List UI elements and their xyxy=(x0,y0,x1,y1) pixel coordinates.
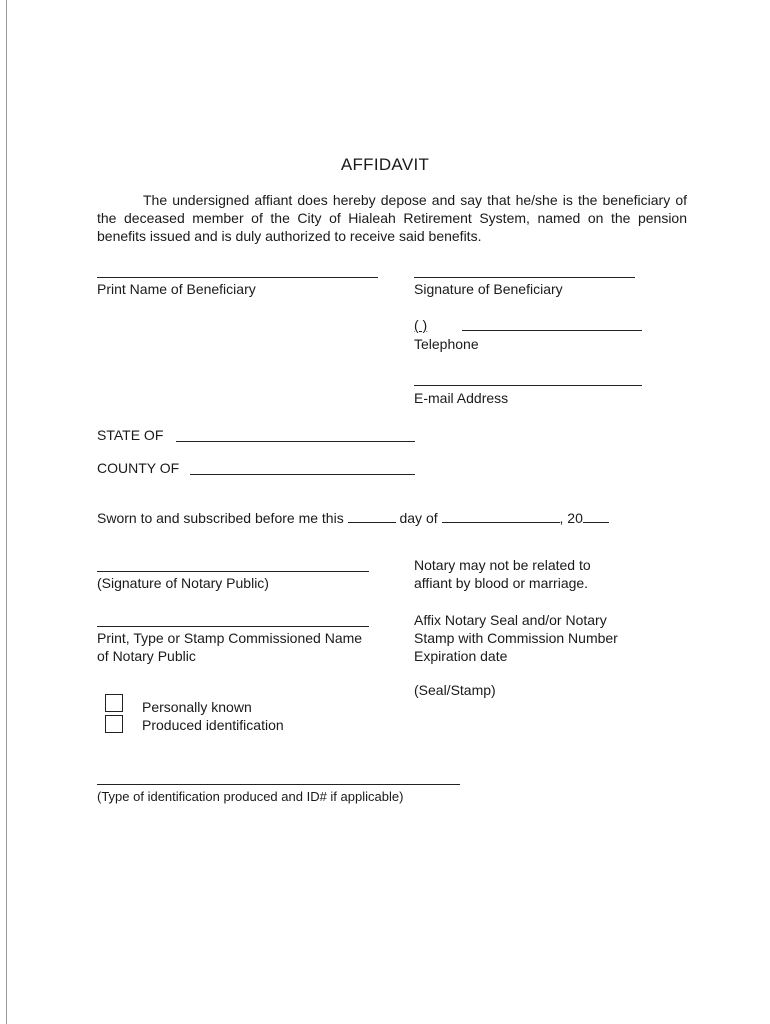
sworn-month-blank[interactable] xyxy=(442,508,560,523)
sworn-year-blank[interactable] xyxy=(583,508,609,523)
sworn-statement xyxy=(97,508,609,527)
sworn-day-blank[interactable] xyxy=(348,508,396,523)
notary-signature-line[interactable] xyxy=(97,571,369,572)
seal-note-1: Affix Notary Seal and/or Notary xyxy=(414,612,607,628)
telephone-label: Telephone xyxy=(414,336,479,352)
sworn-year-prefix: , 20 xyxy=(559,510,583,526)
seal-note-2: Stamp with Commission Number xyxy=(414,630,618,646)
personally-known-checkbox[interactable] xyxy=(105,694,123,712)
sworn-prefix: Sworn to and subscribed before me this xyxy=(97,510,344,526)
print-name-line[interactable] xyxy=(97,277,378,278)
seal-stamp-label: (Seal/Stamp) xyxy=(414,682,496,698)
state-label: STATE OF xyxy=(97,427,164,443)
beneficiary-signature-label: Signature of Beneficiary xyxy=(414,281,563,297)
notary-name-line[interactable] xyxy=(97,626,369,627)
personally-known-label: Personally known xyxy=(142,699,252,715)
state-line[interactable] xyxy=(176,441,415,442)
notary-relation-note-2: affiant by blood or marriage. xyxy=(414,575,589,591)
email-line[interactable] xyxy=(414,385,642,386)
notary-name-label-1: Print, Type or Stamp Commissioned Name xyxy=(97,630,363,646)
document-title: AFFIDAVIT xyxy=(340,155,430,174)
telephone-area-code: ( ) xyxy=(414,317,428,333)
page-edge xyxy=(6,0,7,1024)
seal-note-3: Expiration date xyxy=(414,648,508,664)
identification-type-label: (Type of identification produced and ID# if applicable) xyxy=(97,789,404,804)
identification-type-line[interactable] xyxy=(97,784,460,785)
county-line[interactable] xyxy=(190,474,415,475)
print-name-label: Print Name of Beneficiary xyxy=(97,281,256,297)
sworn-day-of: day of xyxy=(399,510,438,526)
email-label: E-mail Address xyxy=(414,390,509,406)
produced-identification-checkbox[interactable] xyxy=(105,715,123,733)
notary-name-label-2: of Notary Public xyxy=(97,648,196,664)
notary-relation-note-1: Notary may not be related to xyxy=(414,557,591,573)
produced-identification-label: Produced identification xyxy=(142,717,284,733)
affidavit-statement: The undersigned affiant does hereby depose and say that he/she is the beneficiary of the deceased member of the City of Hialeah Retirement System, named on the pension benefits issued and is duly authorized to receive said benefits. xyxy=(97,192,687,244)
beneficiary-signature-line[interactable] xyxy=(414,277,635,278)
telephone-line[interactable] xyxy=(462,330,642,331)
notary-signature-label: (Signature of Notary Public) xyxy=(97,575,269,591)
county-label: COUNTY OF xyxy=(97,460,180,476)
